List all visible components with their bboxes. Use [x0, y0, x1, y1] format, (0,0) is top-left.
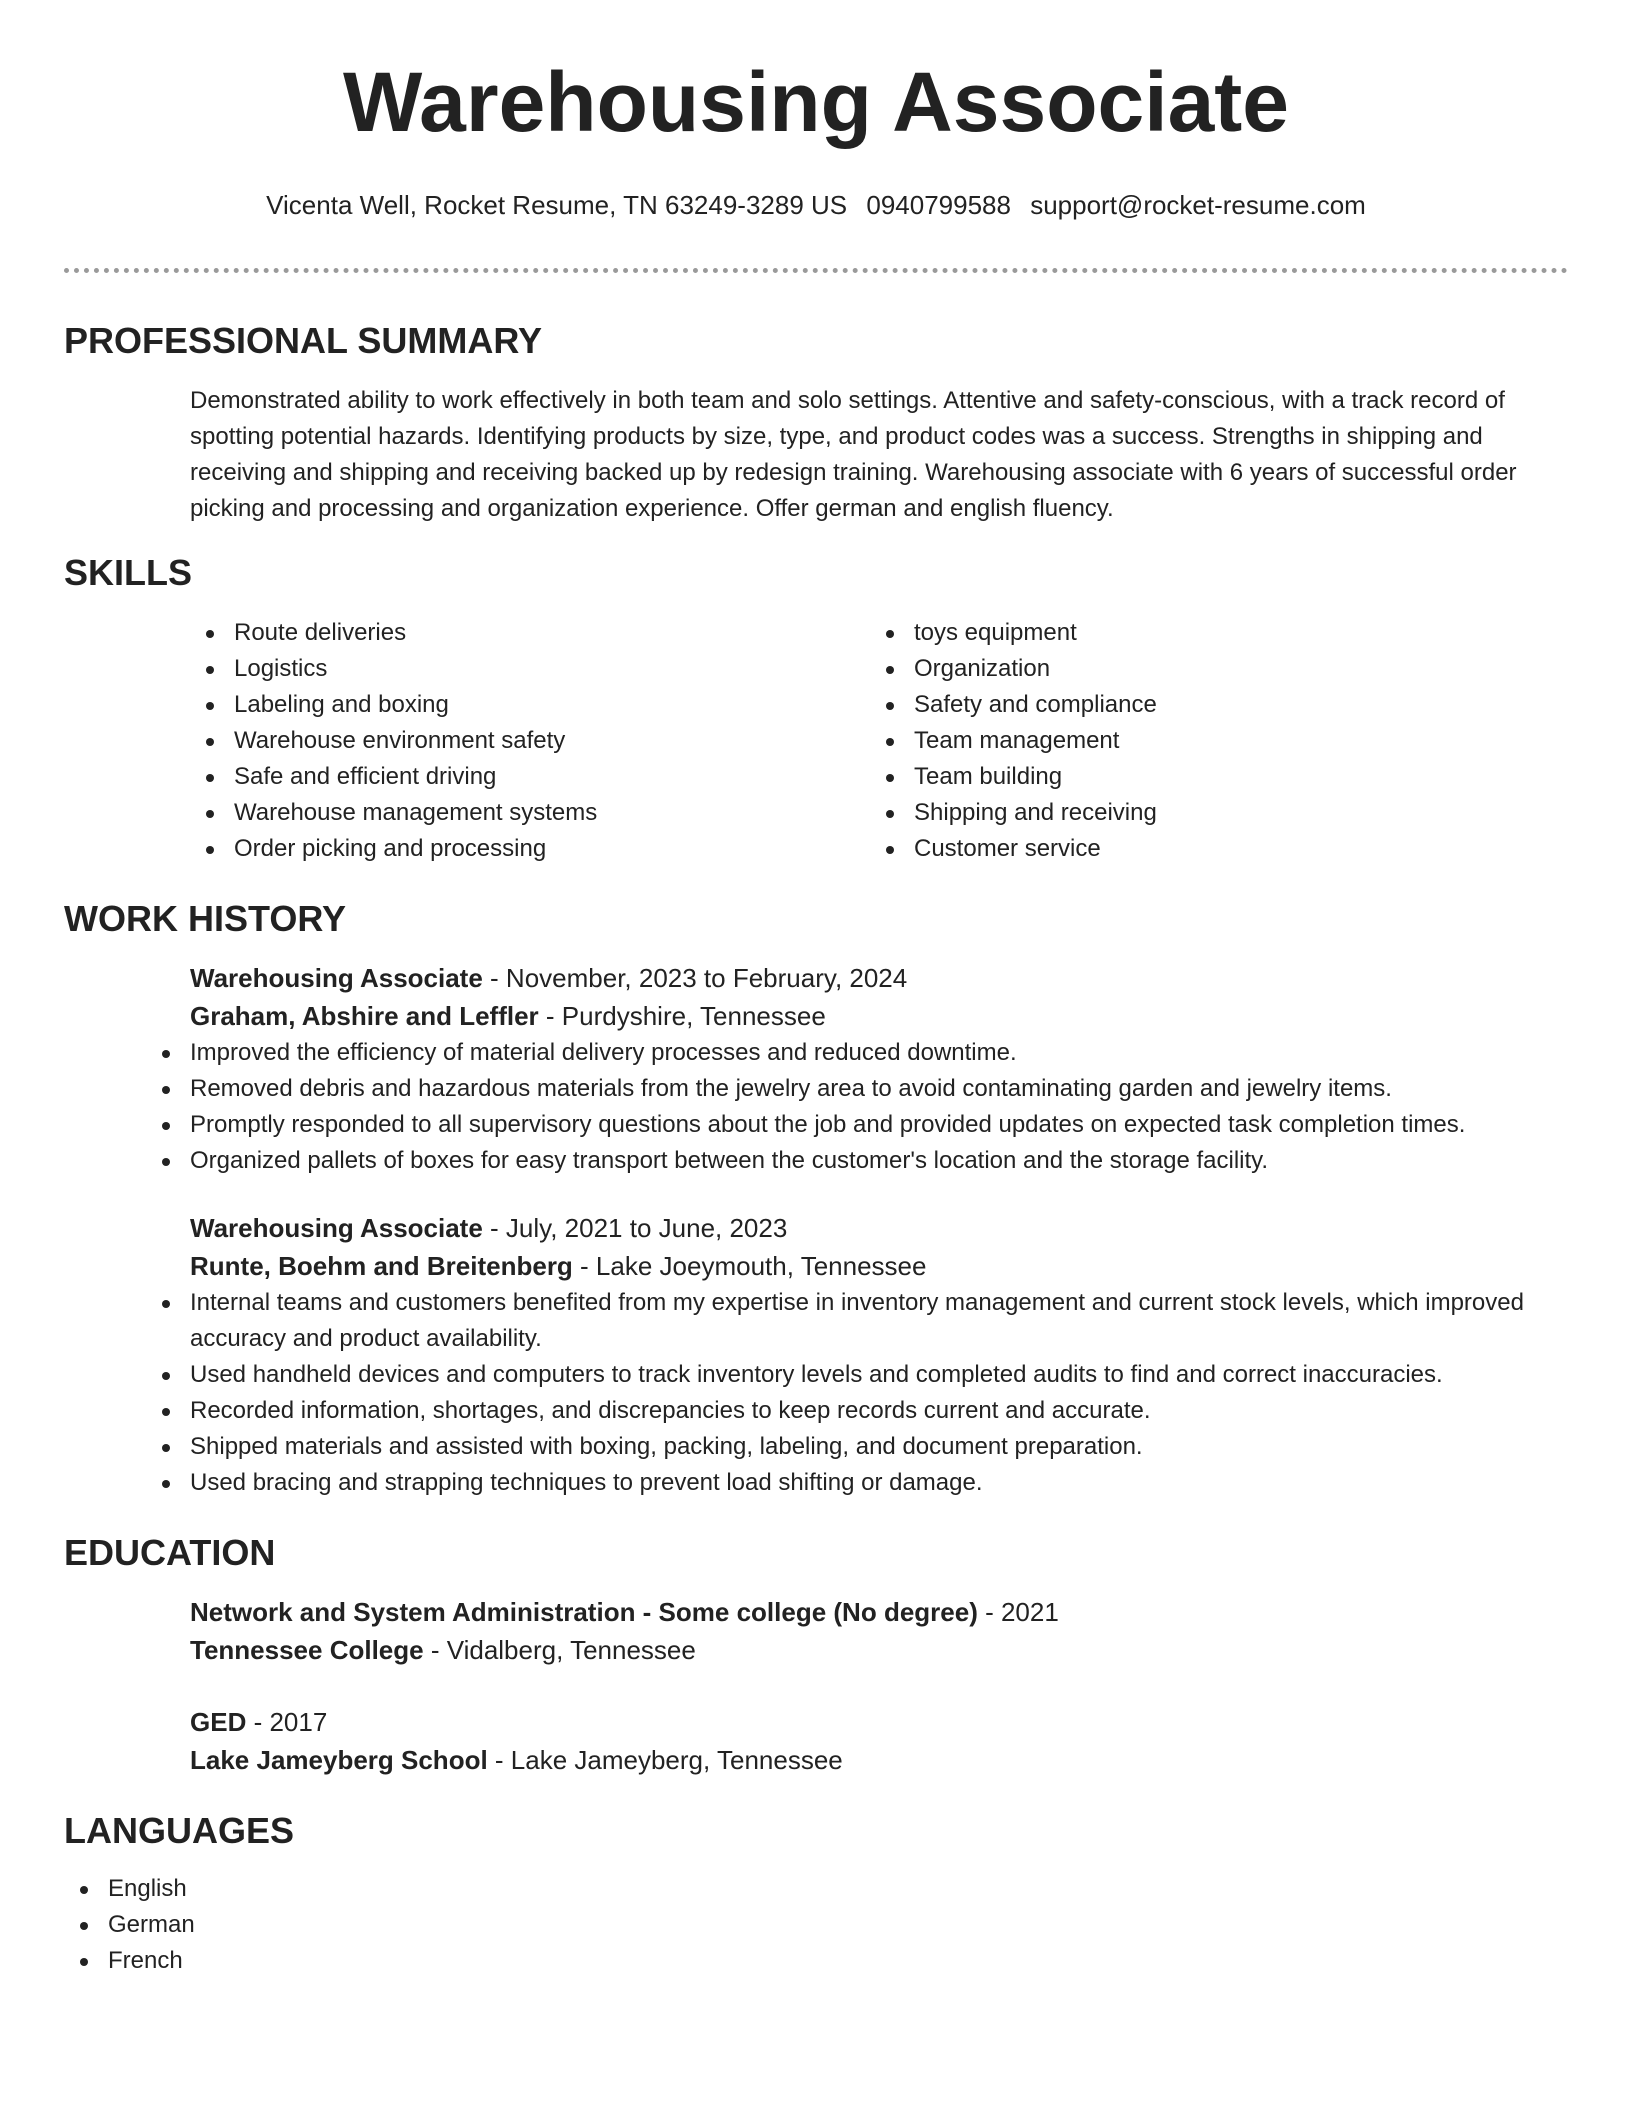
education-heading: EDUCATION — [64, 1532, 276, 1573]
skills-section — [64, 551, 1568, 867]
job-location: - Lake Joeymouth, Tennessee — [572, 1251, 927, 1281]
education-school: Lake Jameyberg School — [190, 1745, 488, 1775]
skill-item: Team building — [870, 759, 1550, 795]
skills-right-list — [870, 615, 1550, 867]
job-bullet: Used handheld devices and computers to track inventory levels and completed audits to find and correct inaccuracies. — [146, 1357, 1568, 1393]
job-bullet: Promptly responded to all supervisory questions about the job and provided updates on expected task completion times. — [146, 1107, 1568, 1143]
header-divider — [64, 268, 1568, 273]
education-year: - 2017 — [246, 1707, 328, 1737]
resume-name: Warehousing Associate — [343, 55, 1289, 149]
job-bullet: Organized pallets of boxes for easy transport between the customer's location and the storage facility. — [146, 1143, 1568, 1179]
skill-item: Team management — [870, 723, 1550, 759]
education-section — [64, 1531, 1568, 1779]
job-bullet: Shipped materials and assisted with boxing, packing, labeling, and document preparation. — [146, 1429, 1568, 1465]
job-company: Runte, Boehm and Breitenberg — [190, 1251, 573, 1281]
job-bullets — [146, 1285, 1568, 1501]
education-location: - Lake Jameyberg, Tennessee — [487, 1745, 843, 1775]
skill-item: Safety and compliance — [870, 687, 1550, 723]
education-school-line — [190, 1741, 1568, 1779]
job-entry — [190, 1209, 1568, 1501]
education-degree: GED — [190, 1707, 247, 1737]
education-school-line — [190, 1631, 1568, 1669]
job-company-line — [190, 1247, 1568, 1285]
skill-item: Organization — [870, 651, 1550, 687]
education-year: - 2021 — [977, 1597, 1059, 1627]
skill-item: Route deliveries — [190, 615, 870, 651]
languages-list — [64, 1871, 1568, 1979]
education-location: - Vidalberg, Tennessee — [423, 1635, 696, 1665]
skills-left-list — [190, 615, 870, 867]
contact-phone: 0940799588 — [866, 190, 1011, 220]
job-bullets — [146, 1035, 1568, 1179]
contact-address: Vicenta Well, Rocket Resume, TN 63249-3289 US — [266, 190, 848, 220]
education-entry — [190, 1593, 1568, 1669]
summary-text: Demonstrated ability to work effectively in both team and solo settings. Attentive and safety-conscious, with a track record of spotting potential hazards. Identifying products by size, type, and product codes was a success. Strengths in shipping and receiving and shipping and receiving backed up by redesign training. Warehousing associate with 6 years of successful order picking and processing and organization experience. Offer german and english fluency. — [190, 387, 1517, 522]
skill-item: Customer service — [870, 831, 1550, 867]
languages-heading: LANGUAGES — [64, 1810, 295, 1851]
skill-item: Safe and efficient driving — [190, 759, 870, 795]
work-heading: WORK HISTORY — [64, 898, 347, 939]
education-degree-line — [190, 1593, 1568, 1631]
job-bullet: Removed debris and hazardous materials from the jewelry area to avoid contaminating garden and jewelry items. — [146, 1071, 1568, 1107]
job-location: - Purdyshire, Tennessee — [538, 1001, 826, 1031]
skill-item: Order picking and processing — [190, 831, 870, 867]
languages-section — [64, 1809, 1568, 1979]
job-title-line — [190, 1209, 1568, 1247]
job-bullet: Recorded information, shortages, and discrepancies to keep records current and accurate. — [146, 1393, 1568, 1429]
language-item: German — [64, 1907, 1568, 1943]
work-section — [64, 897, 1568, 1501]
job-company: Graham, Abshire and Leffler — [190, 1001, 539, 1031]
skill-item: Labeling and boxing — [190, 687, 870, 723]
job-entry — [190, 959, 1568, 1179]
contact-email: support@rocket-resume.com — [1030, 190, 1366, 220]
job-role: Warehousing Associate — [190, 1213, 483, 1243]
job-company-line — [190, 997, 1568, 1035]
summary-section — [64, 319, 1568, 527]
language-item: English — [64, 1871, 1568, 1907]
job-dates: - November, 2023 to February, 2024 — [482, 963, 908, 993]
skill-item: toys equipment — [870, 615, 1550, 651]
summary-heading: PROFESSIONAL SUMMARY — [64, 320, 543, 361]
education-degree: Network and System Administration - Some college (No degree) — [190, 1597, 978, 1627]
education-school: Tennessee College — [190, 1635, 424, 1665]
contact-line — [64, 188, 1568, 222]
education-entry — [190, 1703, 1568, 1779]
job-bullet: Internal teams and customers benefited from my expertise in inventory management and current stock levels, which improved accuracy and product availability. — [146, 1285, 1568, 1357]
skills-columns — [190, 615, 1568, 867]
job-title-line — [190, 959, 1568, 997]
job-bullet: Improved the efficiency of material delivery processes and reduced downtime. — [146, 1035, 1568, 1071]
resume-page — [64, 0, 1568, 1979]
job-dates: - July, 2021 to June, 2023 — [482, 1213, 788, 1243]
skill-item: Shipping and receiving — [870, 795, 1550, 831]
job-role: Warehousing Associate — [190, 963, 483, 993]
skill-item: Warehouse management systems — [190, 795, 870, 831]
skills-heading: SKILLS — [64, 552, 193, 593]
language-item: French — [64, 1943, 1568, 1979]
skill-item: Warehouse environment safety — [190, 723, 870, 759]
education-degree-line — [190, 1703, 1568, 1741]
job-bullet: Used bracing and strapping techniques to prevent load shifting or damage. — [146, 1465, 1568, 1501]
skill-item: Logistics — [190, 651, 870, 687]
